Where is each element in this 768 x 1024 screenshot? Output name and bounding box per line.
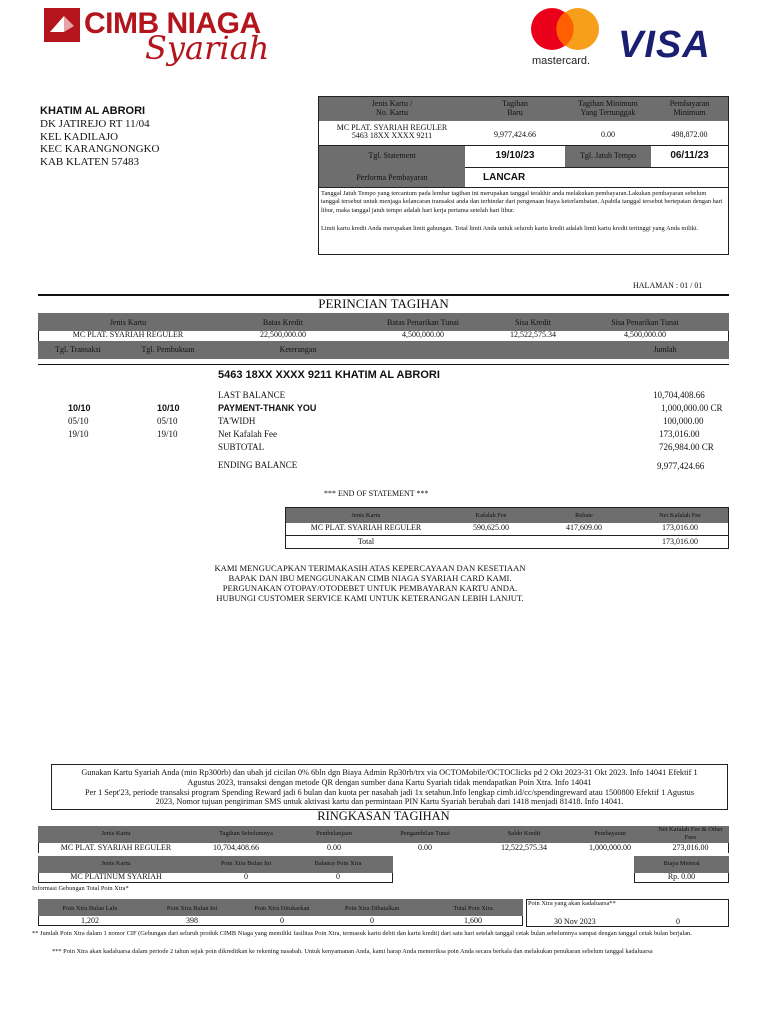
kafalah-fee: 590,625.00	[473, 523, 509, 532]
tx-post-date: 19/10	[157, 429, 178, 439]
rk-pembayaran: 1,000,000.00	[589, 843, 631, 852]
transaction-row	[0, 390, 768, 403]
kafalah-rebate: 417,609.00	[566, 523, 602, 532]
visa-logo: VISA	[618, 24, 711, 66]
due-date-label: Tgl. Jatuh Tempo	[580, 151, 636, 160]
kafalah-h-fee: Kafalah Fee	[475, 512, 507, 519]
footnote-2: *** Poin Xtra akan kadaluarsa dalam periode 2 tahun sejak poin dikreditkan ke rekening nasabah. Untuk kenyamanan Anda, kami harap Anda memeriksa poin Anda secara berkala dan melakukan penukaran sebelum tanggal kadaluarsa	[52, 948, 653, 955]
rk-pembelanjaan: 0.00	[327, 843, 341, 852]
row-batas-tunai: 4,500,000.00	[402, 330, 444, 339]
promo-line: 2023, Nomor tujuan pengiriman SMS untuk aktivasi kartu dan permintaan PIN Kartu Syariah berubah dari 1418 menjadi 81418. Info 14041.	[155, 797, 624, 807]
thanks-line: KAMI MENGUCAPKAN TERIMAKASIH ATAS KEPERCAYAAN DAN KESETIAAN	[214, 563, 526, 573]
card-number: 5463 18XX XXXX 9211	[351, 131, 433, 140]
due-note: Tanggal Jatuh Tempo yang tercantum pada lembar tagihan ini merupakan tanggal terakhir anda melakukan pembayaran.Lakukan pembayaran sebelum tanggal tersebut untuk menjaga kelancaran transaksi anda dan terhindar dari pengenaan biaya keterlambatan. Apabila tanggal tersebut bertepatan dengan hari libur, maka tanggal jatuh tempo adalah hari kerja pertama setelah hari libur.	[321, 190, 723, 214]
limit-note: Limit kartu kredit Anda merupakan limit gabungan. Total limit Anda untuk seluruh kartu kredit adalah limit kartu kredit tertinggi yang Anda miliki.	[321, 225, 699, 232]
row-sisa-kredit: 12,522,575.34	[510, 330, 556, 339]
gab-h-total: Total Poin Xtra	[453, 905, 493, 912]
header-jenis: Jenis Kartu /	[371, 99, 413, 108]
rk-saldo: 12,522,575.34	[501, 843, 547, 852]
promo-line: Per 1 Sept'23, periode transaksi program Spending Reward jadi 6 bulan dan kuota per nasabah jadi 1x setahun.Info lengkap cimb.id/cc/spendingreward atau 1500800 Efektif 1 Agustus	[84, 787, 695, 797]
poin-bulan: 0	[244, 872, 248, 881]
divider	[319, 187, 728, 188]
header-tgl-transaksi: Tgl. Transaksi	[55, 345, 101, 354]
tx-post-date: 05/10	[157, 416, 178, 426]
transaction-row	[0, 429, 768, 442]
kafalah-net: 173,016.00	[662, 523, 698, 532]
header-tagihan: Tagihan	[502, 99, 528, 108]
address-line: KEL KADILAJO	[40, 130, 119, 143]
min-tertunggak: 0.00	[601, 130, 615, 139]
header-min: Minimum	[673, 108, 706, 117]
ending-balance-label: ENDING BALANCE	[218, 460, 298, 470]
statement-date: 19/10/23	[495, 150, 535, 161]
tx-desc: TA'WIDH	[218, 416, 256, 426]
rk-h-pembelanjaan: Pembelanjaan	[316, 830, 352, 837]
header-tgl-pembukuan: Tgl. Pembukuan	[141, 345, 195, 354]
cimb-logo-icon	[44, 8, 82, 44]
gab-tukar: 0	[280, 916, 284, 925]
rk-fees: 273,016.00	[672, 843, 709, 852]
rk-h-tunai: Pengambilan Tunai	[400, 830, 450, 837]
rk-tunai: 0.00	[418, 843, 432, 852]
kafalah-h-jenis: Jenis Kartu	[351, 512, 381, 519]
pembayaran-min: 498,872.00	[671, 130, 708, 139]
expire-value: 0	[676, 917, 680, 926]
row-batas-kredit: 22,500,000.00	[260, 330, 306, 339]
end-of-statement: *** END OF STATEMENT ***	[324, 489, 429, 498]
header-jenis-kartu: Jenis Kartu	[109, 318, 147, 327]
brand-sub: Syariah	[145, 29, 270, 67]
thanks-line: BAPAK DAN IBU MENGGUNAKAN CIMB NIAGA SYARIAH CARD KAMI.	[228, 573, 512, 583]
gabungan-label: Informasi Gebungan Total Poin Xtra*	[32, 885, 129, 892]
rk-sebelumnya: 10,704,408.66	[213, 843, 259, 852]
thanks-message	[150, 563, 590, 603]
rk-h-fees: Net Kafalah Fee & Other Fees	[658, 826, 723, 841]
header-baru: Baru	[507, 108, 523, 117]
gab-h-ini: Poin Xtra Bulan Ini	[166, 905, 218, 912]
tx-desc: Net Kafalah Fee	[218, 429, 277, 439]
header-sisa-tunai: Sisa Penarikan Tunai	[611, 318, 679, 327]
gab-ini: 398	[186, 916, 198, 925]
kafalah-jenis: MC PLAT. SYARIAH REGULER	[310, 523, 422, 532]
expire-date: 30 Nov 2023	[554, 917, 596, 926]
footnote-1: ** Jumlah Poin Xtra dalam 1 nomor CIF (Gebungan dari seluruh produk CIMB Niaga yang memiliki fasilitas Poin Xtra, termasuk kartu debit dan kartu kredit) dari satu hari setelah tanggal cetak bulan sebelumnya sampai dengan tanggal cetak bulan berjalan.	[32, 930, 692, 937]
mastercard-icon	[528, 6, 606, 54]
section-rule	[38, 364, 729, 365]
tx-amount: 1,000,000.00 CR	[661, 403, 723, 413]
kafalah-total: 173,016.00	[662, 537, 698, 546]
tx-post-date: 10/10	[157, 403, 180, 413]
tx-amount: 726,984.00 CR	[659, 442, 714, 452]
tx-date: 05/10	[68, 416, 89, 426]
poin-jenis: MC PLATINUM SYARIAH	[70, 872, 162, 881]
gab-h-batal: Poin Xtra Dibatalkan	[344, 905, 400, 912]
account-title: 5463 18XX XXXX 9211 KHATIM AL ABRORI	[218, 369, 440, 381]
divider	[319, 145, 728, 146]
header-batas-kredit: Batas Kredit	[262, 318, 304, 327]
expire-label: Poin Xtra yang akan kadaluarsa**	[528, 900, 616, 907]
transaction-row	[0, 442, 768, 455]
address-line: DK JATIREJO RT 11/04	[40, 118, 150, 130]
kafalah-h-net: Net Kafalah Fee	[659, 512, 701, 519]
row-jenis-kartu: MC PLAT. SYARIAH REGULER	[72, 330, 184, 339]
statement-date-label: Tgl. Statement	[368, 151, 416, 160]
header-sisa-kredit: Sisa Kredit	[515, 318, 551, 327]
poin-h-bulan: Poin Xtra Bulan Ini	[220, 860, 272, 867]
tx-amount: 10,704,408.66	[653, 390, 705, 400]
customer-name: KHATIM AL ABRORI	[40, 105, 146, 117]
transaction-row	[0, 416, 768, 429]
thanks-line: HUBUNGI CUSTOMER SERVICE KAMI UNTUK KETERANGAN LEBIH LANJUT.	[216, 593, 524, 603]
gab-batal: 0	[370, 916, 374, 925]
tx-desc: LAST BALANCE	[218, 390, 286, 400]
tagihan-baru: 9,977,424.66	[494, 130, 536, 139]
kafalah-total-label: Total	[357, 537, 375, 546]
mastercard-text: mastercard.	[532, 55, 591, 67]
transaction-list	[0, 390, 768, 460]
gab-lalu: 1,202	[81, 916, 99, 925]
rk-h-jenis: Jenis Kartu	[101, 830, 131, 837]
gab-h-lalu: Poin Xtra Bulan Lalu	[62, 905, 118, 912]
tx-amount: 173,016.00	[659, 429, 700, 439]
due-date: 06/11/23	[670, 150, 709, 161]
thanks-line: PERGUNAKAN OTOPAY/OTODEBET UNTUK PEMBAYARAN KARTU ANDA.	[222, 583, 518, 593]
ending-balance: 9,977,424.66	[657, 461, 705, 471]
tx-date: 19/10	[68, 429, 89, 439]
kafalah-table	[285, 507, 729, 549]
header-nokartu: No. Kartu	[376, 108, 408, 117]
page-number: HALAMAN : 01 / 01	[633, 281, 703, 290]
materai-value: Rp. 0.00	[667, 872, 696, 881]
summary-box	[318, 96, 729, 255]
materai-label: Biaya Meterai	[663, 860, 700, 867]
customer-address	[40, 118, 159, 168]
performa-label: Performa Pembayaran	[356, 173, 428, 182]
tx-desc: SUBTOTAL	[218, 442, 265, 452]
promo-line: Agustus 2023, transaksi dengan metode QR dengan sumber dana Kartu Syariah tidak mendapatkan Poin Xtra. Info 14041	[187, 777, 592, 787]
header-jumlah: Jumlah	[653, 345, 677, 354]
divider	[286, 535, 728, 536]
rk-jenis: MC PLAT. SYARIAH REGULER	[60, 843, 172, 852]
perincian-title: PERINCIAN TAGIHAN	[318, 296, 449, 311]
header-keterangan: Keterangan	[279, 345, 317, 354]
rk-h-sebelumnya: Tagihan Sebelumnya	[219, 830, 273, 837]
tx-date: 10/10	[68, 403, 91, 413]
tx-desc: PAYMENT-THANK YOU	[218, 403, 317, 413]
poin-h-jenis: Jenis Kartu	[101, 860, 131, 867]
tx-amount: 100,000.00	[663, 416, 704, 426]
brand-name: CIMB NIAGA	[84, 7, 261, 40]
gab-h-tukar: Poin Xtra Ditukarkan	[254, 905, 310, 912]
poin-h-balance: Balance Poin Xtra	[314, 860, 362, 867]
promo-line: Gunakan Kartu Syariah Anda (min Rp300rb) dan ubah jd cicilan 0% 6bln dgn Biaya Admin Rp30rb/trx via OCTOMobile/OCTOClicks pd 2 Okt 2023-31 Okt 2023. Info 14041 Efektif 1	[81, 768, 698, 777]
header-tertunggak: Yang Tertunggak	[580, 108, 636, 117]
poin-balance: 0	[336, 872, 340, 881]
transaction-row	[0, 403, 768, 416]
rk-h-pembayaran: Pembayaran	[594, 830, 626, 837]
header-pembayaran: Pembayaran	[669, 99, 710, 108]
rk-h-saldo: Saldo Kredit	[507, 830, 541, 837]
performa-value: LANCAR	[483, 172, 526, 183]
ringkasan-title: RINGKASAN TAGIHAN	[317, 809, 450, 823]
header-minimum: Tagihan Minimum	[578, 99, 638, 108]
header-batas-tunai: Batas Penarikan Tunai	[387, 318, 459, 327]
mastercard-logo	[528, 6, 606, 66]
row-sisa-tunai: 4,500,000.00	[624, 330, 666, 339]
kafalah-h-rebate: Rebate	[575, 512, 593, 519]
card-type: MC PLAT. SYARIAH REGULER	[336, 123, 448, 132]
address-line: KEC KARANGNONGKO	[40, 143, 160, 155]
address-line: KAB KLATEN 57483	[40, 155, 139, 168]
bank-logo	[40, 6, 290, 72]
promo-box	[51, 764, 728, 810]
gab-total: 1,600	[464, 916, 482, 925]
